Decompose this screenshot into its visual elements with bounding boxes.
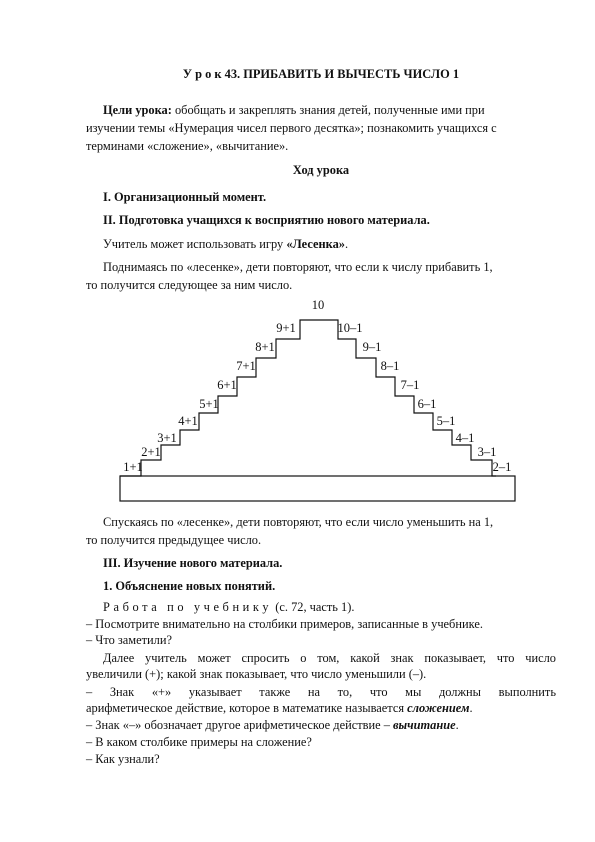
ladder-right-step-label: 6–1: [417, 397, 437, 411]
work-ref: (с. 72, часть 1).: [272, 600, 355, 614]
dialog-line-1: – Посмотрите внимательно на столбики примеров, записанные в учебнике.: [86, 617, 483, 631]
ladder-right-step-label: 5–1: [436, 414, 456, 428]
ladder-left-step-label: 7+1: [236, 359, 256, 373]
work-line: [86, 600, 556, 615]
goals-line-2: изучении темы «Нумерация чисел первого десятка»; познакомить учащихся с: [86, 121, 497, 135]
ladder-right-step-label: 8–1: [380, 359, 400, 373]
dialog-line-9: – Как узнали?: [86, 752, 160, 766]
game-prefix: Учитель может использовать игру: [103, 237, 287, 251]
dialog-7c: .: [455, 718, 459, 732]
goals-line-3: терминами «сложение», «вычитание».: [86, 139, 289, 153]
section-2-heading: II. Подготовка учащихся к восприятию нового материала.: [103, 213, 430, 227]
dialog-line-2: – Что заметили?: [86, 633, 172, 647]
ladder-right-step-label: 3–1: [477, 445, 497, 459]
ladder-left-step-label: 1+1: [123, 460, 143, 474]
dialog-6c: .: [469, 701, 473, 715]
dialog-line-6: [86, 701, 556, 716]
section-3-heading: III. Изучение нового материала.: [103, 556, 283, 570]
down-text-line-2: то получится предыдущее число.: [86, 533, 262, 547]
dialog-line-8: – В каком столбике примеры на сложение?: [86, 735, 312, 749]
ladder-left-step-label: 9+1: [276, 321, 296, 335]
ladder-right-step-label: 10–1: [337, 321, 363, 335]
ladder-left-step-label: 5+1: [199, 397, 219, 411]
section-1-heading: I. Организационный момент.: [103, 190, 267, 204]
course-heading: Ход урока: [292, 163, 350, 177]
down-text-line-1: Спускаясь по «лесенке», дети повторяют, что если число уменьшить на 1,: [103, 515, 494, 529]
ladder-left-step-label: 2+1: [141, 445, 161, 459]
dialog-line-5: – Знак «+» указывает также на то, что мы должны выполнить: [86, 685, 556, 699]
term-subtraction: вычитание: [392, 718, 456, 732]
ladder-left-step-label: 4+1: [178, 414, 198, 428]
ladder-right-step-label: 2–1: [492, 460, 512, 474]
up-text-line-1: Поднимаясь по «лесенке», дети повторяют, что если к числу прибавить 1,: [103, 260, 493, 274]
ladder-left-step-label: 8+1: [255, 340, 275, 354]
ladder-top-label: 10: [311, 298, 325, 312]
subsection-1-heading: 1. Объяснение новых понятий.: [103, 579, 276, 593]
term-addition: сложением: [407, 701, 470, 715]
game-suffix: .: [344, 237, 349, 251]
dialog-line-7: [86, 718, 556, 733]
work-spaced: Работа по учебнику: [103, 600, 273, 614]
game-name: «Лесенка»: [286, 237, 345, 251]
dialog-line-4: увеличили (+); какой знак показывает, что число уменьшили (–).: [86, 667, 427, 681]
dialog-7a: – Знак «–» обозначает другое арифметическое действие –: [86, 718, 393, 732]
ladder-right-step-label: 7–1: [400, 378, 420, 392]
goals-text-1: обобщать и закреплять знания детей, полученные ими при: [171, 103, 485, 117]
ladder-left-step-label: 3+1: [157, 431, 177, 445]
dialog-6a: арифметическое действие, которое в математике называется: [86, 701, 408, 715]
up-text-line-2: то получится следующее за ним число.: [86, 278, 293, 292]
ladder-left-step-label: 6+1: [217, 378, 237, 392]
ladder-staircase: [120, 320, 496, 476]
ladder-right-step-label: 9–1: [362, 340, 382, 354]
dialog-line-3: Далее учитель может спросить о том, какой знак показывает, что число: [103, 651, 556, 665]
goals-label: Цели урока:: [103, 103, 172, 117]
ladder-base: [120, 476, 515, 501]
ladder-right-step-label: 4–1: [455, 431, 475, 445]
lesson-title: У р о к 43. ПРИБАВИТЬ И ВЫЧЕСТЬ ЧИСЛО 1: [182, 67, 460, 81]
